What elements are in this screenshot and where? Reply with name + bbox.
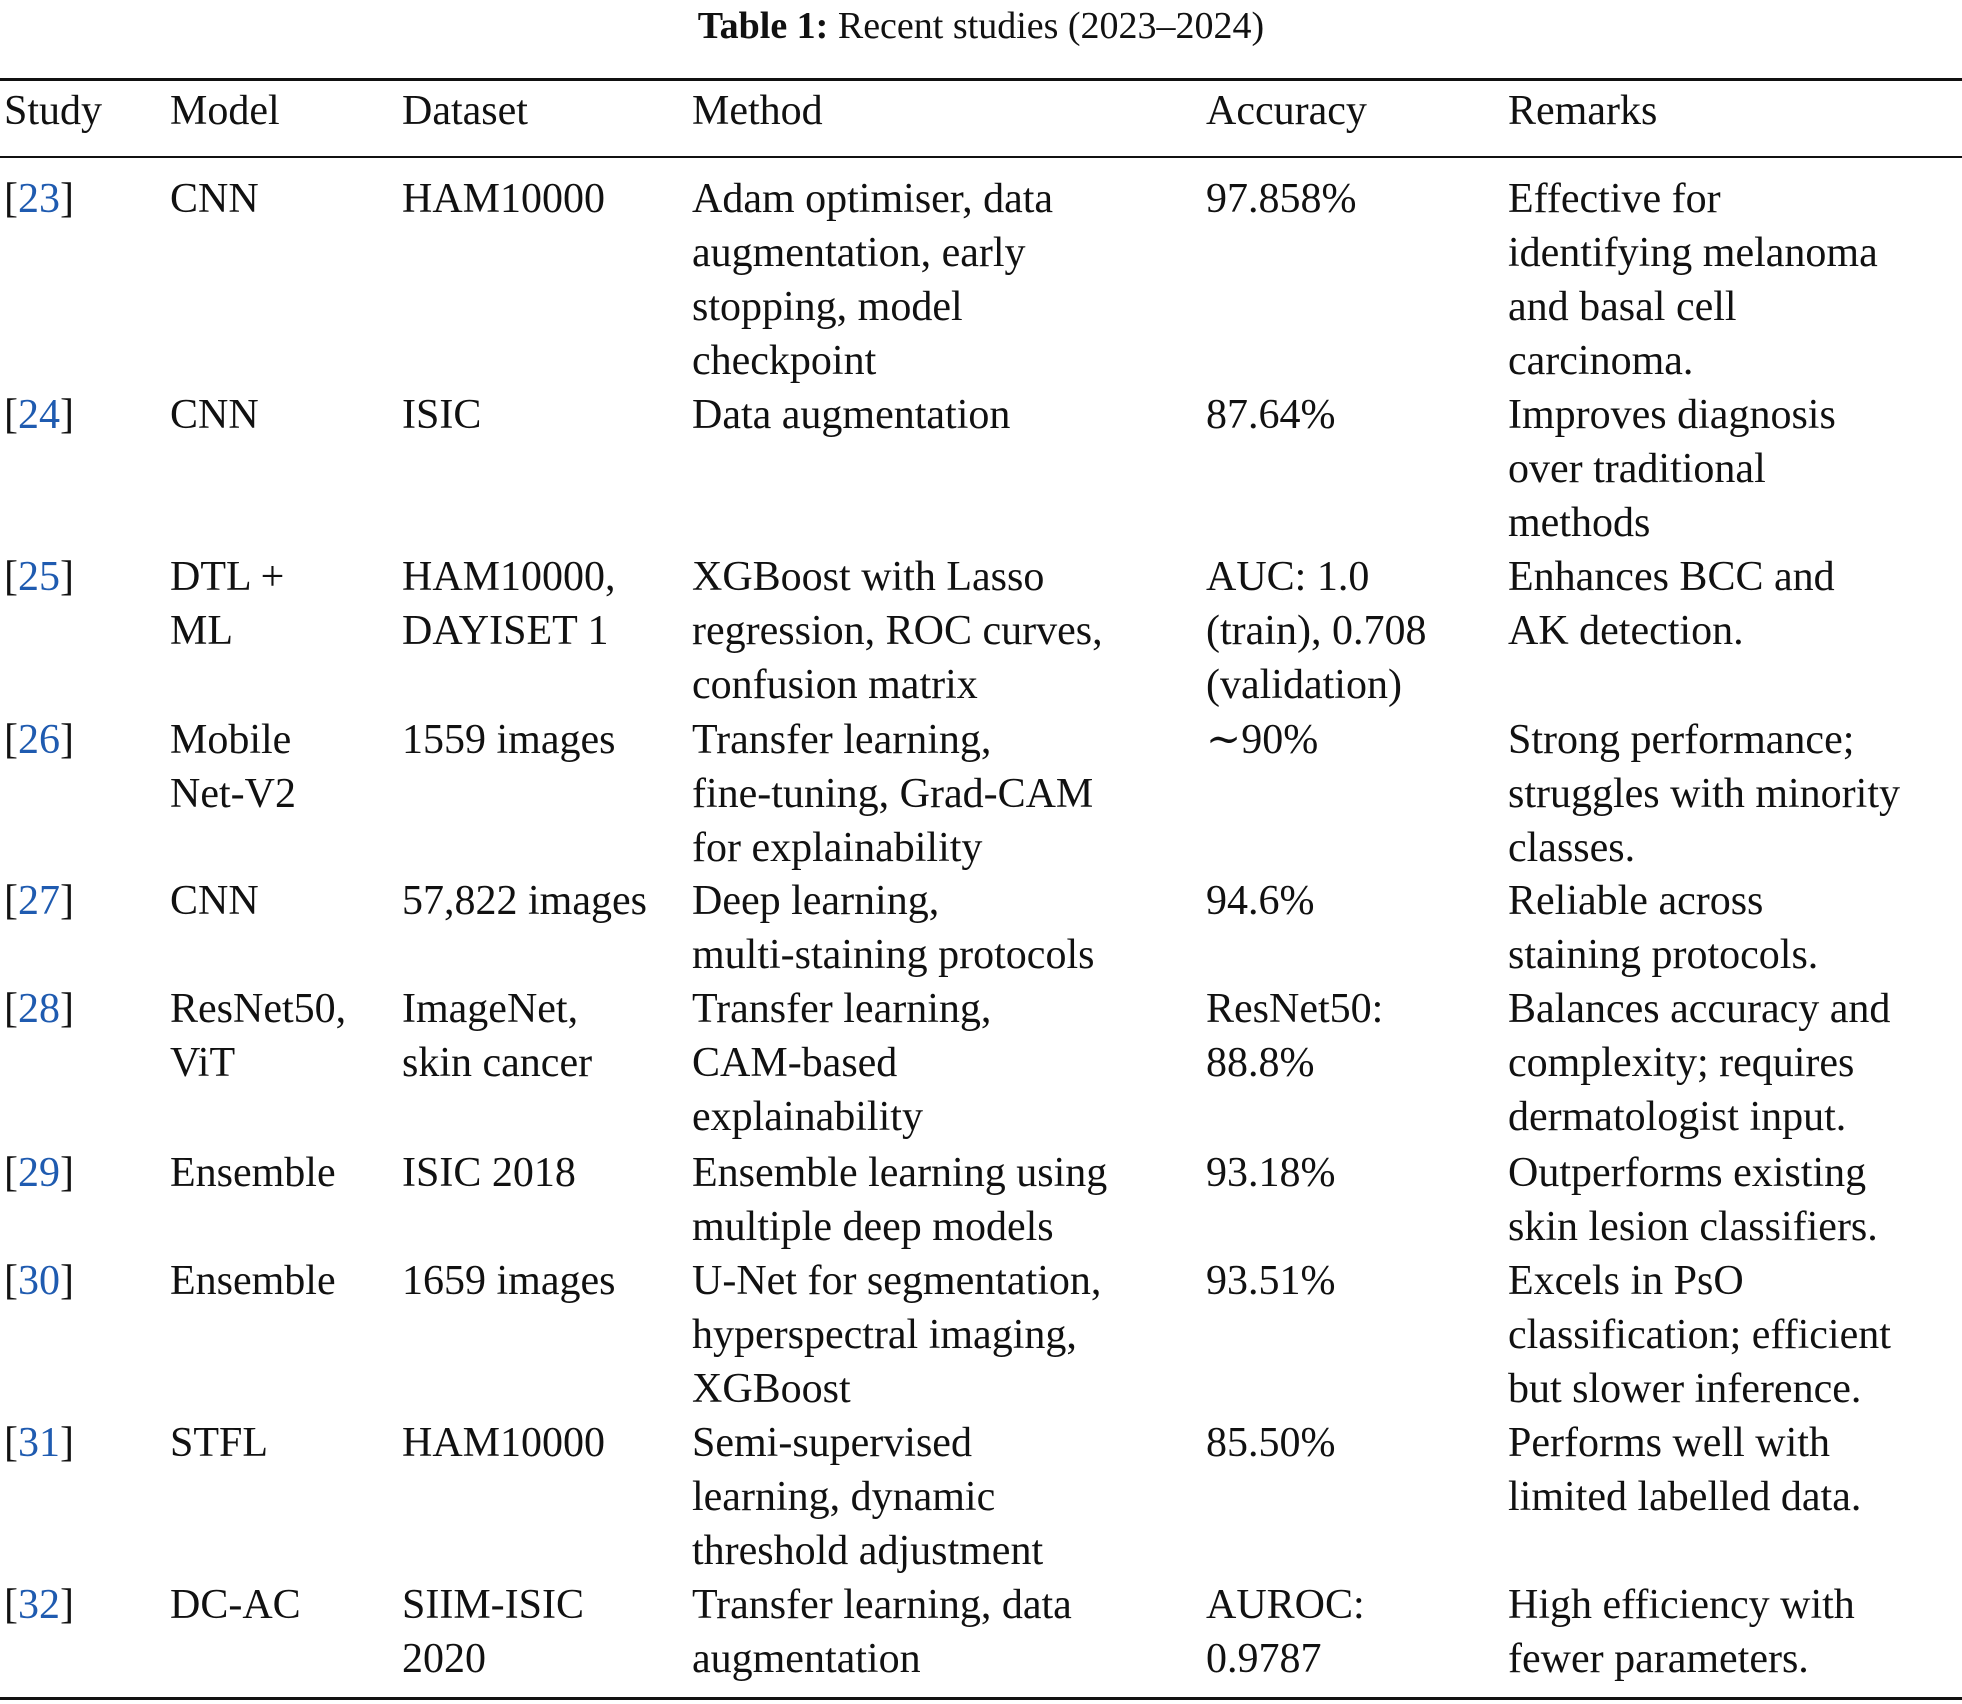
cell-method: Deep learning, multi-staining protocols (692, 878, 1095, 978)
citation-link[interactable]: 30 (18, 1258, 60, 1304)
cell-remarks: Reliable across staining protocols. (1508, 878, 1819, 978)
cell-model: ResNet50, ViT (170, 986, 347, 1086)
cell-remarks: Balances accuracy and complexity; requires dermatologist input. (1508, 986, 1891, 1140)
cell-study (4, 874, 164, 928)
cell-model: CNN (170, 176, 259, 222)
open-bracket: [ (4, 1420, 18, 1466)
cell-method: Ensemble learning using multiple deep models (692, 1150, 1108, 1250)
cell-dataset: HAM10000 (402, 1420, 606, 1466)
cell-accuracy: AUC: 1.0 (train), 0.708 (validation) (1206, 554, 1427, 708)
cell-remarks: Excels in PsO classification; efficient but slower inference. (1508, 1258, 1891, 1412)
close-bracket: ] (60, 717, 74, 763)
cell-model: Ensemble (170, 1150, 336, 1196)
cell-method: Data augmentation (692, 392, 1011, 438)
close-bracket: ] (60, 392, 74, 438)
cell-remarks: Effective for identifying melanoma and basal cell carcinoma. (1508, 176, 1878, 384)
cell-dataset: HAM10000, DAYISET 1 (402, 554, 616, 654)
cell-remarks: Performs well with limited labelled data. (1508, 1420, 1862, 1520)
header-dataset: Dataset (402, 88, 528, 134)
top-rule (0, 78, 1962, 81)
cell-accuracy: ∼90% (1206, 717, 1319, 763)
open-bracket: [ (4, 176, 18, 222)
cell-model: Ensemble (170, 1258, 336, 1304)
open-bracket: [ (4, 392, 18, 438)
header-model: Model (170, 88, 280, 134)
header-rule (0, 156, 1962, 158)
cell-dataset: ISIC (402, 392, 482, 438)
cell-remarks: Improves diagnosis over traditional methods (1508, 392, 1836, 546)
bottom-rule (0, 1697, 1962, 1700)
cell-study (4, 982, 164, 1036)
cell-study (4, 1254, 164, 1308)
cell-method: U-Net for segmentation, hyperspectral imaging, XGBoost (692, 1258, 1102, 1412)
cell-dataset: ISIC 2018 (402, 1150, 576, 1196)
open-bracket: [ (4, 1150, 18, 1196)
citation-link[interactable]: 32 (18, 1582, 60, 1628)
header-study: Study (4, 88, 103, 134)
cell-model: DC-AC (170, 1582, 301, 1628)
open-bracket: [ (4, 986, 18, 1032)
cell-dataset: 1659 images (402, 1258, 616, 1304)
header-remarks: Remarks (1508, 88, 1658, 134)
cell-study (4, 1416, 164, 1470)
cell-accuracy: 93.18% (1206, 1150, 1336, 1196)
cell-study (4, 1578, 164, 1632)
cell-remarks: Outperforms existing skin lesion classifiers. (1508, 1150, 1878, 1250)
cell-accuracy: AUROC: 0.9787 (1206, 1582, 1365, 1682)
cell-remarks: Strong performance; struggles with minority classes. (1508, 717, 1900, 871)
citation-link[interactable]: 24 (18, 392, 60, 438)
close-bracket: ] (60, 1150, 74, 1196)
cell-method: Transfer learning, data augmentation (692, 1582, 1072, 1682)
cell-study (4, 550, 164, 604)
table-label: Table 1: (697, 5, 829, 47)
cell-study (4, 388, 164, 442)
close-bracket: ] (60, 176, 74, 222)
open-bracket: [ (4, 878, 18, 924)
open-bracket: [ (4, 1258, 18, 1304)
cell-remarks: Enhances BCC and AK detection. (1508, 554, 1835, 654)
citation-link[interactable]: 23 (18, 176, 60, 222)
close-bracket: ] (60, 878, 74, 924)
cell-method: Transfer learning, CAM-based explainability (692, 986, 992, 1140)
cell-accuracy: 97.858% (1206, 176, 1357, 222)
cell-study (4, 713, 164, 767)
header-method: Method (692, 88, 823, 134)
close-bracket: ] (60, 986, 74, 1032)
cell-accuracy: 93.51% (1206, 1258, 1336, 1304)
citation-link[interactable]: 26 (18, 717, 60, 763)
cell-dataset: SIIM-ISIC 2020 (402, 1582, 585, 1682)
close-bracket: ] (60, 1582, 74, 1628)
cell-remarks: High efficiency with fewer parameters. (1508, 1582, 1855, 1682)
cell-method: XGBoost with Lasso regression, ROC curves, confusion matrix (692, 554, 1103, 708)
cell-method: Transfer learning, fine-tuning, Grad-CAM for explainability (692, 717, 1094, 871)
open-bracket: [ (4, 1582, 18, 1628)
cell-method: Adam optimiser, data augmentation, early stopping, model checkpoint (692, 176, 1054, 384)
table-caption (0, 0, 1962, 50)
cell-dataset: ImageNet, skin cancer (402, 986, 593, 1086)
open-bracket: [ (4, 554, 18, 600)
cell-accuracy: 87.64% (1206, 392, 1336, 438)
cell-study (4, 172, 164, 226)
cell-model: CNN (170, 392, 259, 438)
cell-study (4, 1146, 164, 1200)
table-title: Recent studies (2023–2024) (837, 5, 1265, 47)
citation-link[interactable]: 27 (18, 878, 60, 924)
citation-link[interactable]: 25 (18, 554, 60, 600)
open-bracket: [ (4, 717, 18, 763)
cell-accuracy: 85.50% (1206, 1420, 1336, 1466)
close-bracket: ] (60, 1420, 74, 1466)
cell-model: STFL (170, 1420, 269, 1466)
close-bracket: ] (60, 1258, 74, 1304)
cell-model: DTL + ML (170, 554, 285, 654)
cell-dataset: 57,822 images (402, 878, 647, 924)
citation-link[interactable]: 31 (18, 1420, 60, 1466)
cell-method: Semi-supervised learning, dynamic threshold adjustment (692, 1420, 1044, 1574)
cell-model: Mobile Net-V2 (170, 717, 296, 817)
cell-dataset: 1559 images (402, 717, 616, 763)
cell-accuracy: ResNet50: 88.8% (1206, 986, 1384, 1086)
header-accuracy: Accuracy (1206, 88, 1367, 134)
citation-link[interactable]: 28 (18, 986, 60, 1032)
cell-model: CNN (170, 878, 259, 924)
cell-accuracy: 94.6% (1206, 878, 1315, 924)
close-bracket: ] (60, 554, 74, 600)
citation-link[interactable]: 29 (18, 1150, 60, 1196)
cell-dataset: HAM10000 (402, 176, 606, 222)
